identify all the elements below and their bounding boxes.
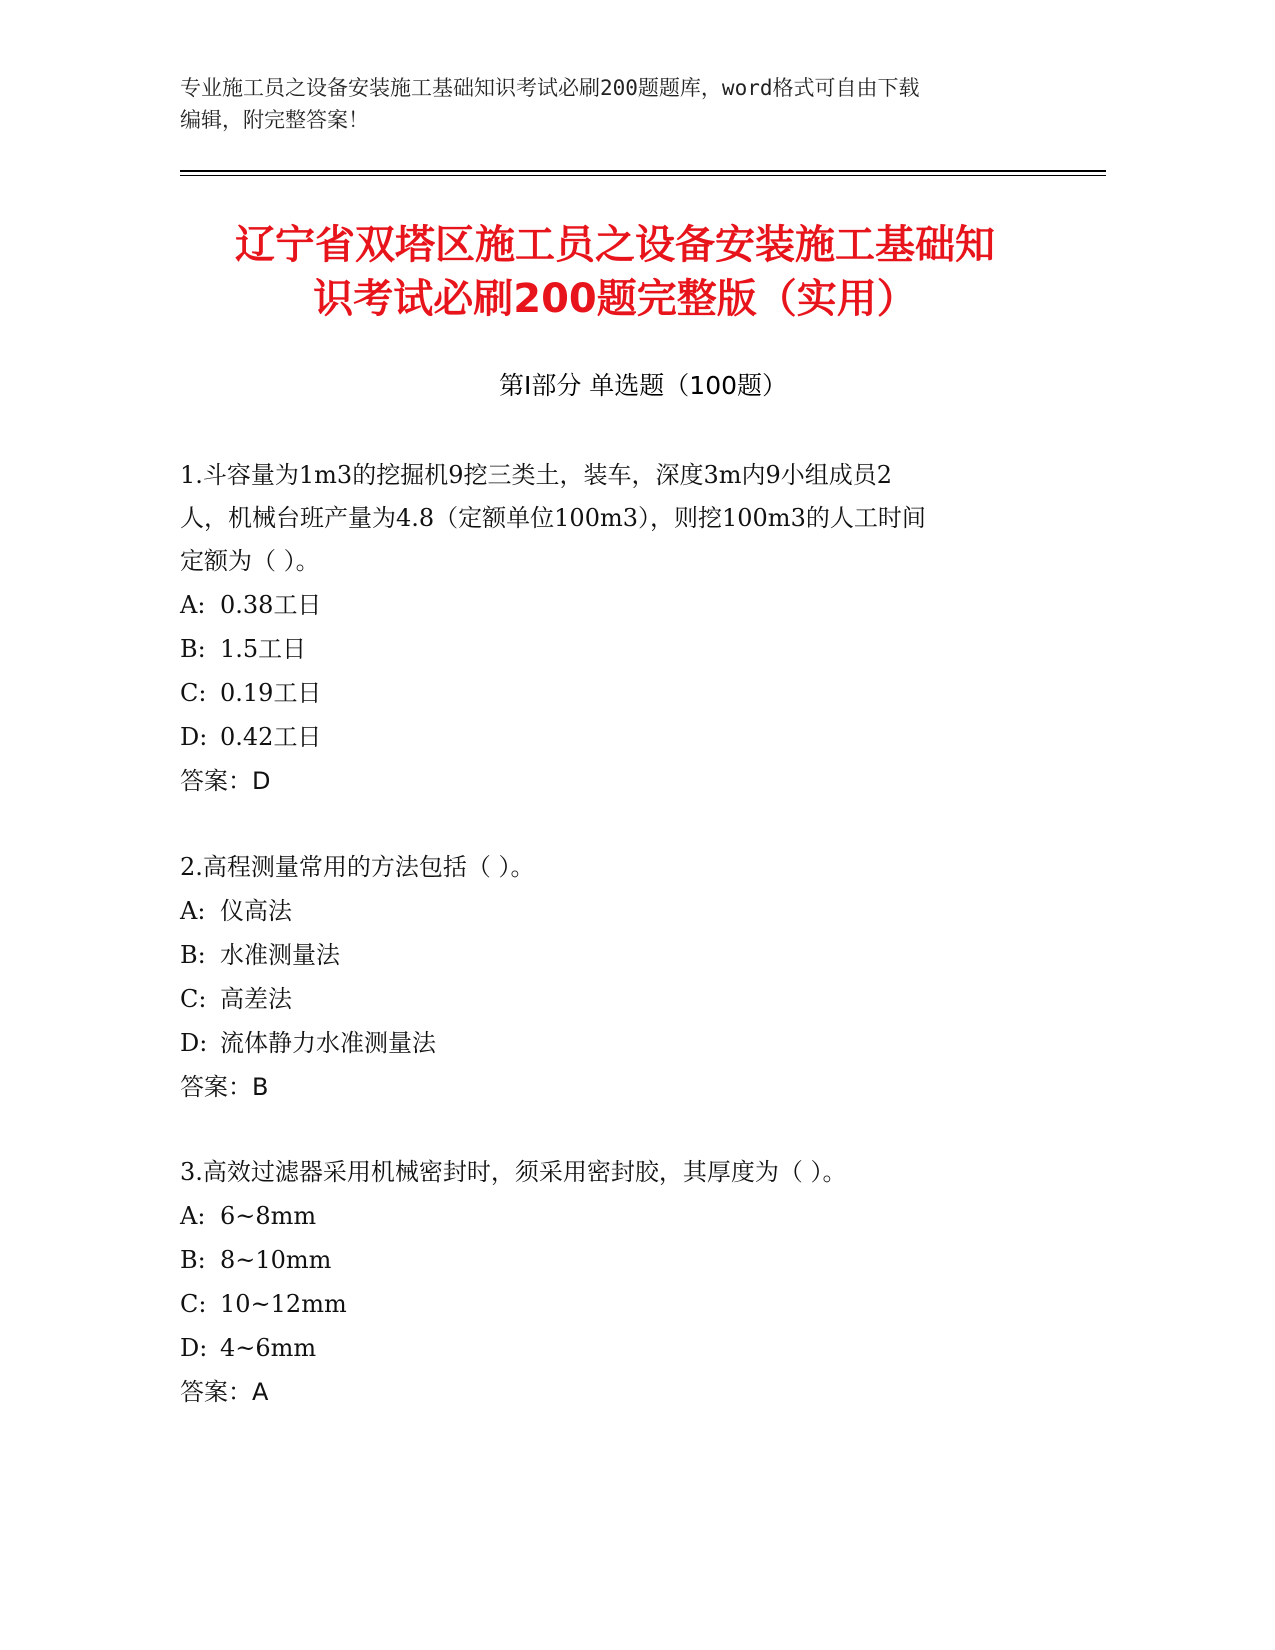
header-note [180,72,1040,136]
option-text: 仪高法 [220,897,292,925]
question-stem [180,846,1060,889]
option-a [180,583,1060,627]
question-3 [180,1151,1060,1414]
question-2 [180,846,1060,1109]
answer-line: 答案：A [180,1378,269,1406]
option-d [180,715,1060,759]
option-key: C: [180,1290,207,1318]
option-text: 8~10mm [220,1246,332,1274]
option-key: D: [180,1029,208,1057]
option-d [180,1021,1060,1065]
option-b [180,1238,1060,1282]
question-stem-line: 2.高程测量常用的方法包括（ ）。 [180,853,535,881]
option-text: 10~12mm [220,1290,347,1318]
option-key: C: [180,679,207,707]
option-key: A: [180,1202,206,1230]
question-stem-line: 人，机械台班产量为4.8（定额单位100m3），则挖100m3的人工时间 [180,504,926,532]
option-key: B: [180,635,206,663]
option-text: 0.42工日 [220,723,322,751]
option-text: 高差法 [220,985,292,1013]
answer-line: 答案：B [180,1073,269,1101]
option-c [180,1282,1060,1326]
option-c [180,671,1060,715]
option-text: 1.5工日 [220,635,307,663]
section-heading: 第Ⅰ部分 单选题（100题） [498,371,788,400]
document-title [150,218,1080,326]
question-stem-line: 1.斗容量为1m3的挖掘机9挖三类土，装车，深度3m内9小组成员2 [180,461,893,489]
header-note-line-2: 编辑，附完整答案！ [180,108,369,132]
option-key: D: [180,723,208,751]
option-a [180,1194,1060,1238]
question-1 [180,454,1060,803]
question-stem [180,1151,1060,1194]
option-key: A: [180,591,206,619]
option-b [180,627,1060,671]
option-key: D: [180,1334,208,1362]
option-text: 流体静力水准测量法 [220,1029,436,1057]
document-title-line-1: 辽宁省双塔区施工员之设备安装施工基础知 [235,222,995,268]
option-text: 0.38工日 [220,591,322,619]
option-text: 0.19工日 [220,679,322,707]
option-text: 水准测量法 [220,941,340,969]
option-key: C: [180,985,207,1013]
option-text: 6~8mm [220,1202,317,1230]
option-c [180,977,1060,1021]
option-d [180,1326,1060,1370]
answer-line: 答案：D [180,767,271,795]
option-text: 4~6mm [220,1334,317,1362]
option-key: B: [180,941,206,969]
document-title-line-2: 识考试必刷200题完整版（实用） [313,276,917,322]
header-divider-thin [180,175,1106,176]
header-divider-thick [180,170,1106,172]
option-b [180,933,1060,977]
option-a [180,889,1060,933]
option-key: B: [180,1246,206,1274]
option-key: A: [180,897,206,925]
question-stem [180,454,1060,583]
header-note-line-1: 专业施工员之设备安装施工基础知识考试必刷200题题库，word格式可自由下载 [180,76,920,100]
question-stem-line: 3.高效过滤器采用机械密封时，须采用密封胶，其厚度为（ ）。 [180,1158,847,1186]
question-stem-line: 定额为（ ）。 [180,547,320,575]
